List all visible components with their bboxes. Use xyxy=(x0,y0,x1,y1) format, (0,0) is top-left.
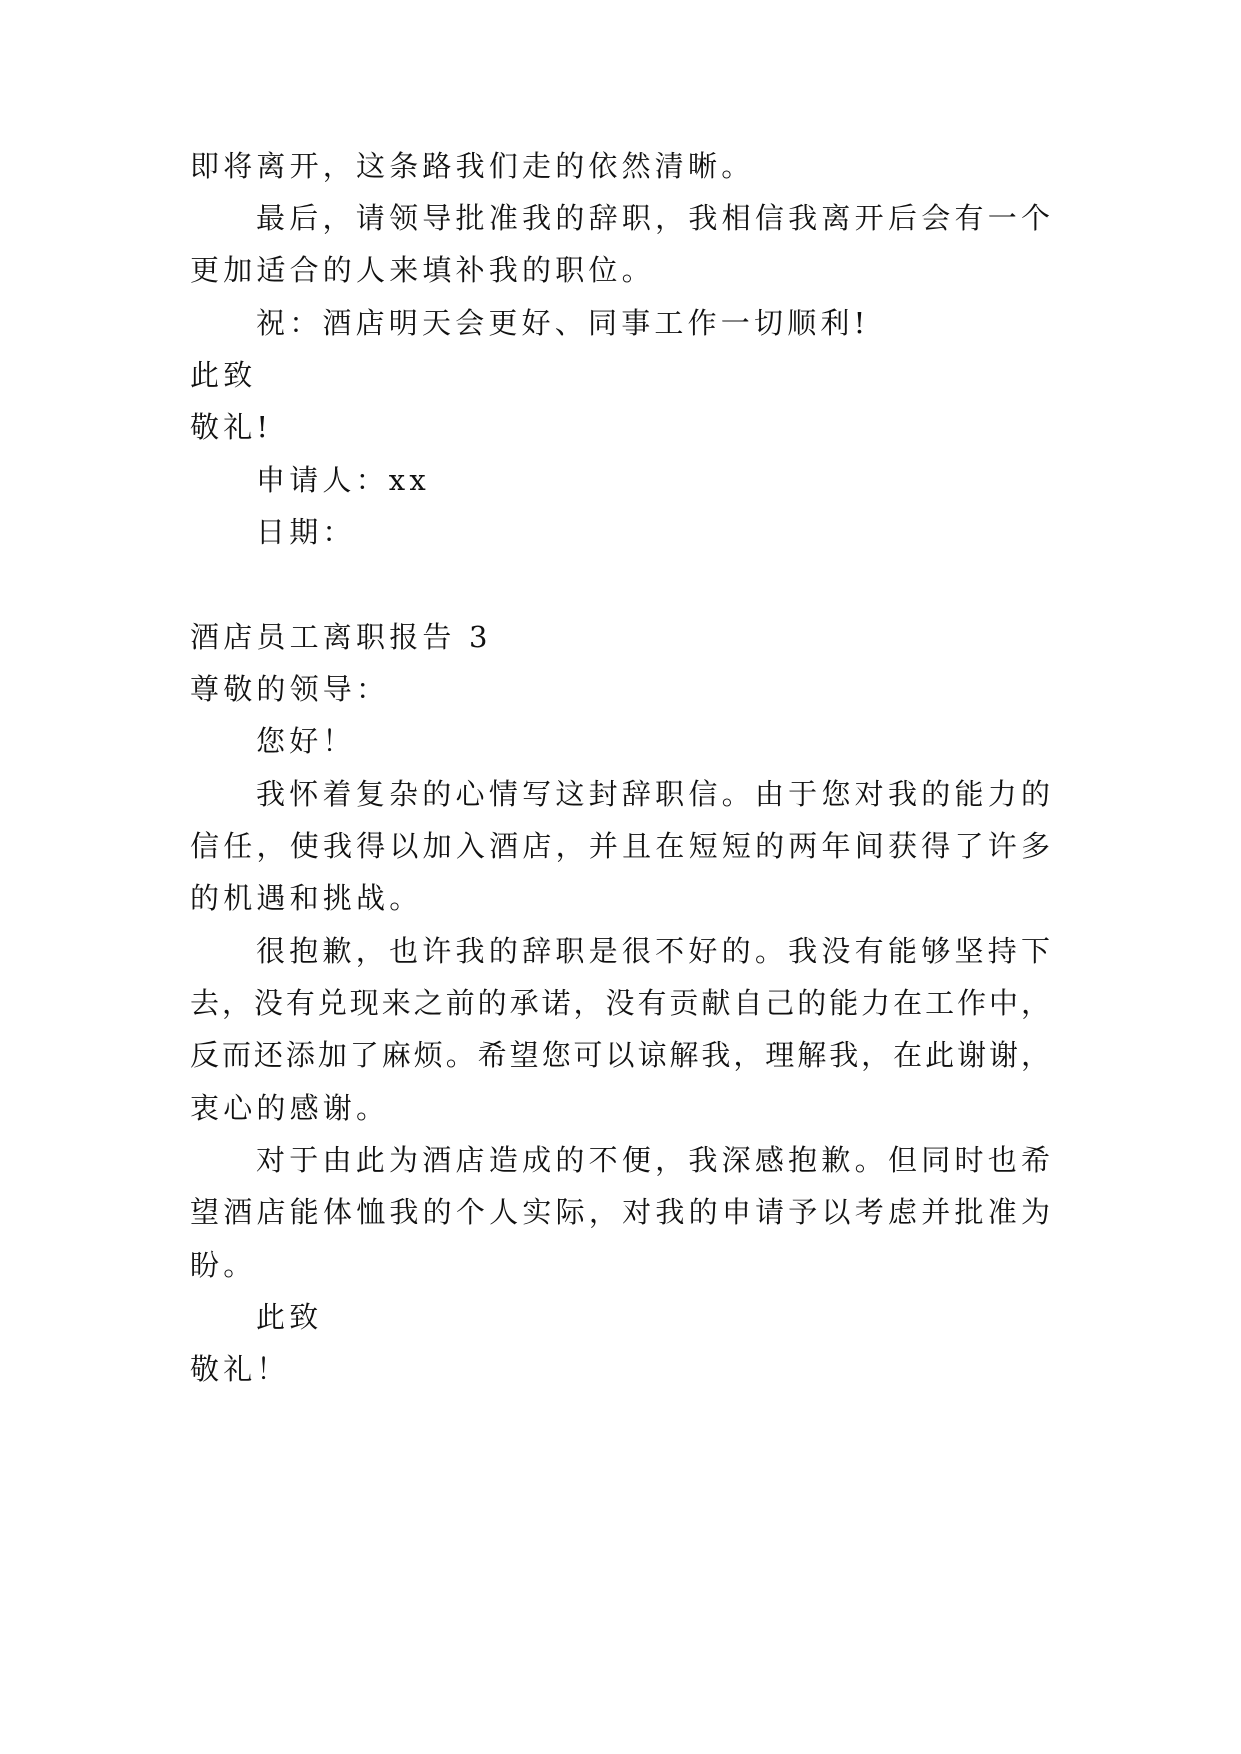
report-title: 酒店员工离职报告 3 xyxy=(190,620,492,654)
final-request-line: 最后，请领导批准我的辞职，我相信我离开后会有一个 xyxy=(256,201,1050,235)
closing-phrase: 此致 xyxy=(190,358,257,392)
paragraph-line: 的机遇和挑战。 xyxy=(190,881,423,915)
final-request-line: 更加适合的人来填补我的职位。 xyxy=(190,253,655,287)
paragraph-line: 信任，使我得以加入酒店，并且在短短的两年间获得了许多 xyxy=(190,829,1050,863)
paragraph-line: 我怀着复杂的心情写这封辞职信。由于您对我的能力的 xyxy=(256,777,1050,811)
paragraph-line: 去，没有兑现来之前的承诺，没有贡献自己的能力在工作中， xyxy=(190,986,1050,1020)
paragraph-line: 反而还添加了麻烦。希望您可以谅解我，理解我，在此谢谢， xyxy=(190,1038,1050,1072)
paragraph-line: 望酒店能体恤我的个人实际，对我的申请予以考虑并批准为 xyxy=(190,1195,1050,1229)
greeting: 您好！ xyxy=(256,724,356,758)
regards: 敬礼! xyxy=(190,410,273,444)
paragraph-line: 很抱歉，也许我的辞职是很不好的。我没有能够坚持下 xyxy=(256,934,1050,968)
applicant-line: 申请人：xx xyxy=(256,463,430,497)
regards: 敬礼！ xyxy=(190,1352,290,1386)
wishes-line: 祝：酒店明天会更好、同事工作一切顺利! xyxy=(256,306,870,340)
closing-phrase: 此致 xyxy=(256,1300,323,1334)
date-line: 日期： xyxy=(256,515,356,549)
paragraph-line: 衷心的感谢。 xyxy=(190,1091,390,1125)
previous-letter-line: 即将离开，这条路我们走的依然清晰。 xyxy=(190,149,755,183)
salutation: 尊敬的领导： xyxy=(190,672,390,706)
paragraph-line: 对于由此为酒店造成的不便，我深感抱歉。但同时也希 xyxy=(256,1143,1050,1177)
paragraph-line: 盼。 xyxy=(190,1248,257,1282)
